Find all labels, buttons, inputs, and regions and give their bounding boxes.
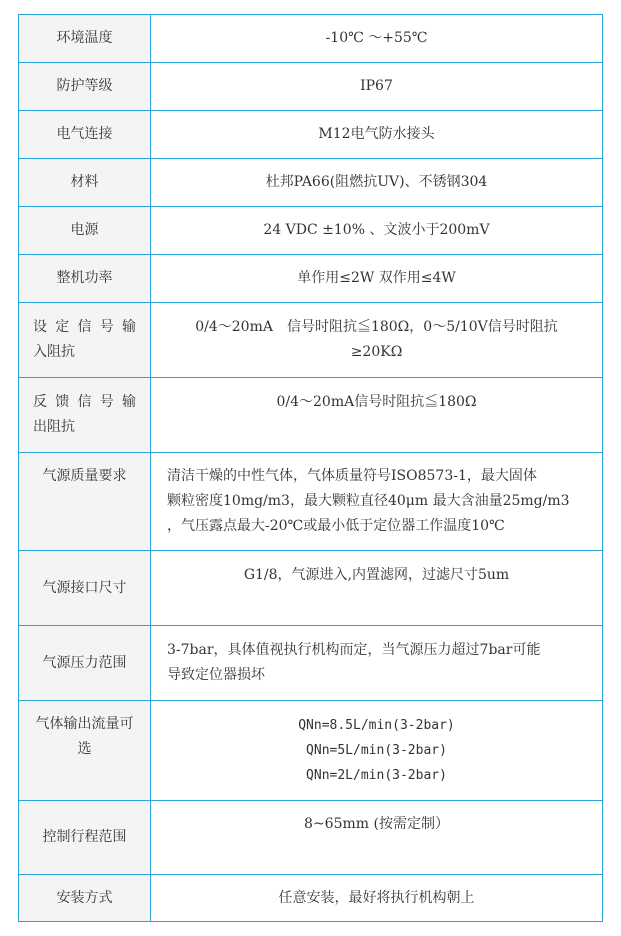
row-value: G1/8，气源进入,内置滤网，过滤尺寸5um — [151, 551, 603, 626]
row-value: -10℃ ～+55℃ — [151, 15, 603, 63]
row-value: M12电气防水接头 — [151, 111, 603, 159]
row-label: 设 定 信 号 输 入阻抗 — [19, 303, 151, 378]
table-row — [19, 303, 603, 378]
table-row — [19, 801, 603, 875]
row-label: 气体输出流量可选 — [19, 701, 151, 801]
row-value: QNn=8.5L/min(3-2bar) QNn=5L/min(3-2bar) QNn=2L/min(3-2bar) — [151, 701, 603, 801]
row-value: 杜邦PA66(阻燃抗UV)、不锈钢304 — [151, 159, 603, 207]
table-row — [19, 551, 603, 626]
table-row — [19, 378, 603, 453]
row-value: 单作用≤2W 双作用≤4W — [151, 255, 603, 303]
row-label: 气源压力范围 — [19, 626, 151, 701]
table-row — [19, 875, 603, 922]
row-label: 反 馈 信 号 输 出阻抗 — [19, 378, 151, 453]
table-row — [19, 159, 603, 207]
table-row — [19, 111, 603, 159]
table-row — [19, 63, 603, 111]
table-row — [19, 626, 603, 701]
row-value: 8~65mm (按需定制） — [151, 801, 603, 875]
row-value: 24 VDC ±10% 、文波小于200mV — [151, 207, 603, 255]
row-value: 0/4～20mA 信号时阻抗≦180Ω，0～5/10V信号时阻抗 ≥20KΩ — [151, 303, 603, 378]
row-value: 3-7bar，具体值视执行机构而定，当气源压力超过7bar可能 导致定位器损坏 — [151, 626, 603, 701]
table-row — [19, 701, 603, 801]
row-label: 电源 — [19, 207, 151, 255]
spec-table — [18, 14, 603, 922]
row-label: 材料 — [19, 159, 151, 207]
table-row — [19, 15, 603, 63]
row-label: 气源接口尺寸 — [19, 551, 151, 626]
row-value: IP67 — [151, 63, 603, 111]
table-row — [19, 255, 603, 303]
table-row — [19, 453, 603, 551]
table-row — [19, 207, 603, 255]
row-value: 0/4～20mA信号时阻抗≦180Ω — [151, 378, 603, 453]
row-label: 电气连接 — [19, 111, 151, 159]
row-label: 防护等级 — [19, 63, 151, 111]
row-value: 清洁干燥的中性气体，气体质量符号ISO8573-1，最大固体 颗粒密度10mg/m3，最大颗粒直径40μm 最大含油量25mg/m3 ，气压露点最大-20℃或最小低于定位器工作温度10℃ — [151, 453, 603, 551]
row-value: 任意安装，最好将执行机构朝上 — [151, 875, 603, 922]
row-label: 控制行程范围 — [19, 801, 151, 875]
row-label: 气源质量要求 — [19, 453, 151, 551]
row-label: 整机功率 — [19, 255, 151, 303]
row-label: 环境温度 — [19, 15, 151, 63]
row-label: 安装方式 — [19, 875, 151, 922]
